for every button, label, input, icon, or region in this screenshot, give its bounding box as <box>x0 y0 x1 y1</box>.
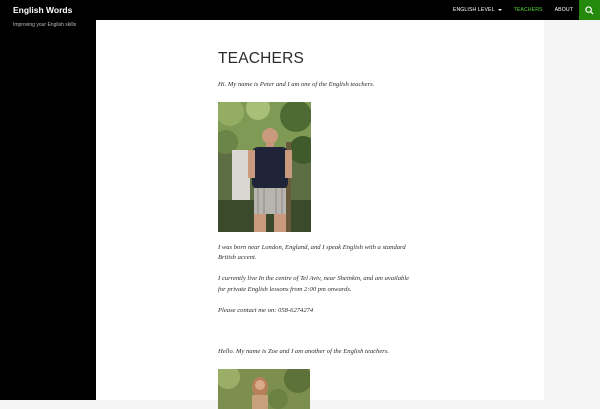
nav-item-label: ENGLISH LEVEL <box>452 7 495 13</box>
teacher-photo-peter <box>218 102 311 232</box>
bio-peter <box>218 243 428 264</box>
location-line-1: I currently live In the centre of Tel Aviv, near Sheinkin, and am available <box>218 275 410 282</box>
main-content <box>96 20 544 400</box>
nav-item-about[interactable] <box>549 0 579 20</box>
site-tagline: Improving your English skills <box>13 22 77 28</box>
page-title: TEACHERS <box>218 50 305 67</box>
location-peter <box>218 274 428 295</box>
bio-line-1: I was born near London, England, and I speak English with a standard <box>218 243 406 251</box>
nav-item-english-level[interactable] <box>447 0 508 20</box>
primary-nav <box>447 0 579 20</box>
search-icon <box>585 6 594 15</box>
right-gutter <box>544 20 600 400</box>
nav-item-label: TEACHERS <box>513 7 543 13</box>
nav-item-label: ABOUT <box>554 7 573 13</box>
site-header <box>0 0 600 20</box>
contact-peter: Please contact me on: 058-6274274 <box>218 306 314 314</box>
location-line-2: for private English lessons from 2:00 pm onwards. <box>218 285 352 293</box>
nav-item-teachers[interactable] <box>508 0 549 20</box>
intro-zoe: Hello. My name is Zoe and I am another of the English teachers. <box>218 348 390 355</box>
sidebar <box>0 20 96 400</box>
bio-line-2: British accent. <box>218 254 257 261</box>
intro-peter: Hi. My name is Peter and I am one of the English teachers. <box>218 81 375 88</box>
chevron-down-icon <box>498 9 502 11</box>
teacher-photo-zoe <box>218 369 310 409</box>
search-button[interactable] <box>579 0 600 20</box>
site-title-link[interactable]: English Words <box>13 5 73 15</box>
page-entry <box>218 50 428 409</box>
